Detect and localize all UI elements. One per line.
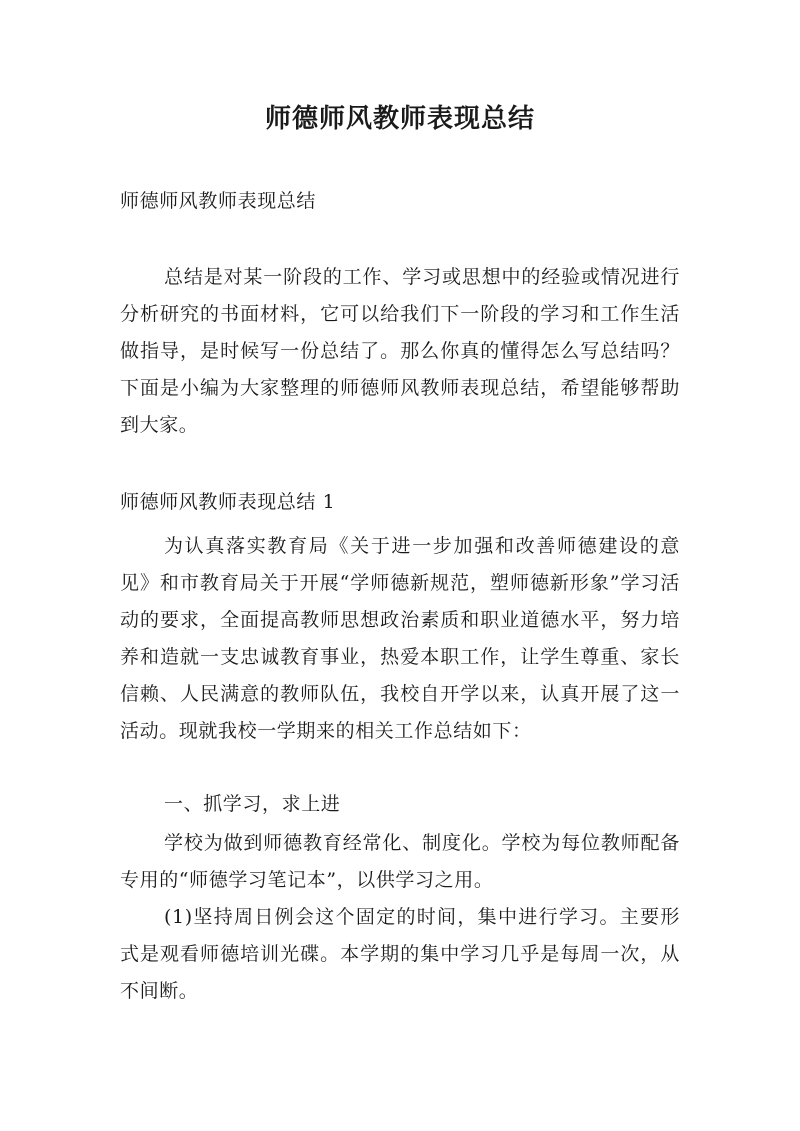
body-paragraph: 为认真落实教育局《关于进一步加强和改善师德建设的意见》和市教育局关于开展“学师德新规范，塑师德新形象”学习活动的要求，全面提高教师思想政治素质和职业道德水平，努力培养和造就一支忠诚教育事业，热爱本职工作，让学生尊重、家长信赖、人民满意的教师队伍，我校自开学以来，认真开展了这一活动。现就我校一学期来的相关工作总结如下： (120, 535, 680, 742)
document-subtitle: 师德师风教师表现总结 (120, 190, 317, 212)
document-title: 师德师风教师表现总结 (264, 104, 535, 134)
body-paragraph: (1)坚持周日例会这个固定的时间，集中进行学习。主要形式是观看师德培训光碟。本学期的集中学习几乎是每周一次，从不间断。 (120, 906, 680, 1002)
section-heading: 一、抓学习，求上进 (164, 793, 341, 815)
section-title: 师德师风教师表现总结 1 (120, 491, 336, 513)
intro-paragraph: 总结是对某一阶段的工作、学习或思想中的经验或情况进行分析研究的书面材料，它可以给我们下一阶段的学习和工作生活做指导，是时候写一份总结了。那么你真的懂得怎么写总结吗？下面是小编为大家整理的师德师风教师表现总结，希望能够帮助到大家。 (120, 266, 680, 436)
body-paragraph: 学校为做到师德教育经常化、制度化。学校为每位教师配备专用的“师德学习笔记本”，以供学习之用。 (120, 832, 680, 891)
